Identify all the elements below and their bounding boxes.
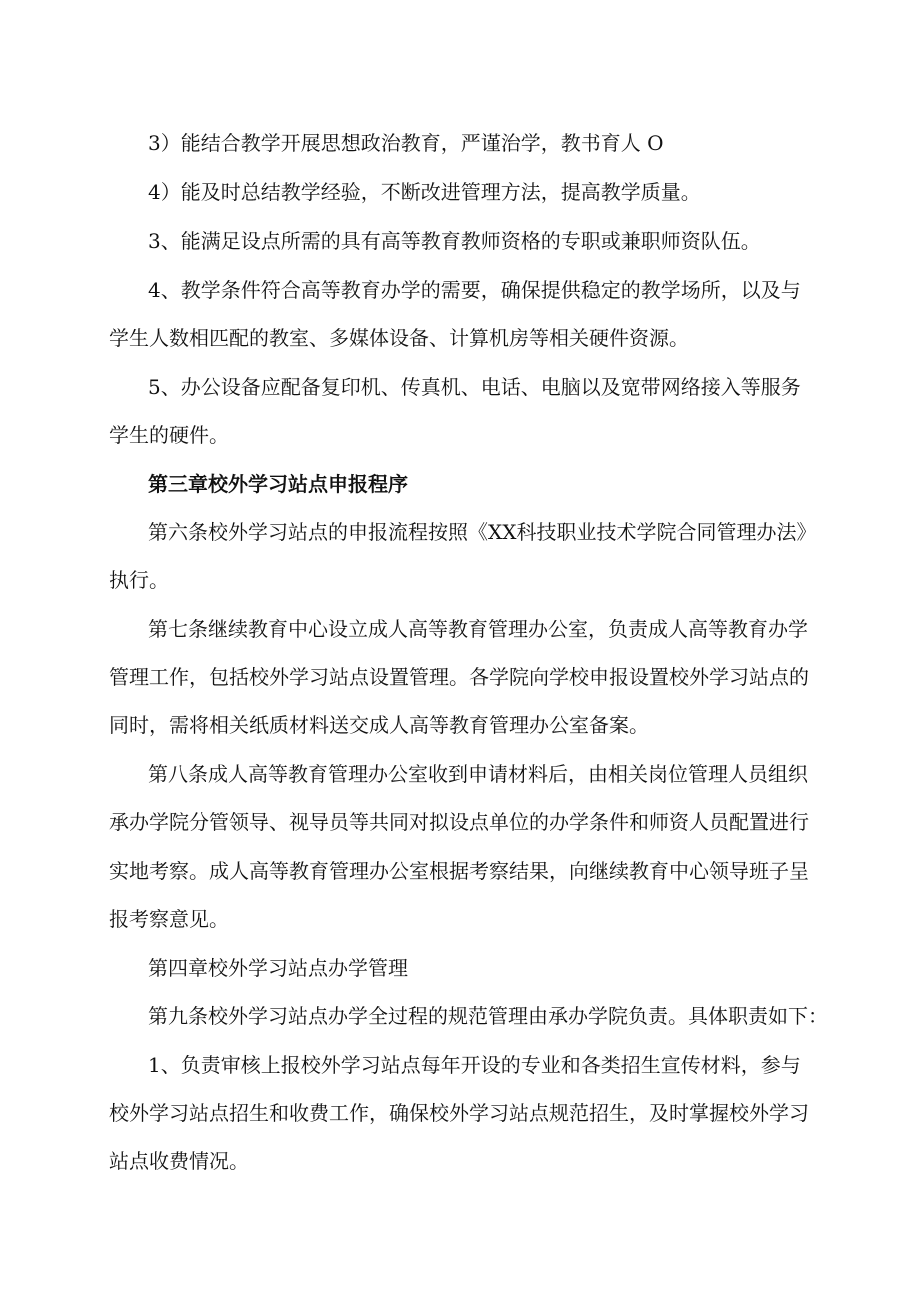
paragraph-line: 学生人数相匹配的教室、多媒体设备、计算机房等相关硬件资源。 bbox=[109, 326, 689, 350]
paragraph-line: 1、负责审核上报校外学习站点每年开设的专业和各类招生宣传材料，参与 bbox=[148, 1053, 801, 1077]
paragraph-line: 5、办公设备应配备复印机、传真机、电话、电脑以及宽带网络接入等服务 bbox=[148, 375, 801, 399]
paragraph-line: 3、能满足设点所需的具有高等教育教师资格的专职或兼职师资队伍。 bbox=[148, 229, 761, 253]
paragraph-line: 学生的硬件。 bbox=[109, 423, 229, 447]
paragraph-line: 校外学习站点招生和收费工作，确保校外学习站点规范招生，及时掌握校外学习 bbox=[109, 1101, 809, 1125]
paragraph-line: 第七条继续教育中心设立成人高等教育管理办公室，负责成人高等教育办学 bbox=[148, 617, 808, 641]
chapter-heading: 第四章校外学习站点办学管理 bbox=[148, 956, 408, 980]
paragraph-line: 报考察意见。 bbox=[109, 907, 229, 931]
paragraph-line: 第八条成人高等教育管理办公室收到申请材料后，由相关岗位管理人员组织 bbox=[148, 762, 808, 786]
paragraph-line: 管理工作，包括校外学习站点设置管理。各学院向学校申报设置校外学习站点的 bbox=[109, 665, 809, 689]
paragraph-line: 3）能结合教学开展思想政治教育，严谨治学，教书育人 O bbox=[148, 131, 664, 155]
paragraph-line: 第九条校外学习站点办学全过程的规范管理由承办学院负责。具体职责如下： bbox=[148, 1004, 828, 1028]
paragraph-line: 同时，需将相关纸质材料送交成人高等教育管理办公室备案。 bbox=[109, 713, 649, 737]
paragraph-line: 实地考察。成人高等教育管理办公室根据考察结果，向继续教育中心领导班子呈 bbox=[109, 859, 809, 883]
paragraph-line: 第六条校外学习站点的申报流程按照《XX科技职业技术学院合同管理办法》 bbox=[148, 520, 817, 544]
paragraph-line: 4）能及时总结教学经验，不断改进管理方法，提高教学质量。 bbox=[148, 180, 701, 204]
paragraph-line: 执行。 bbox=[109, 568, 169, 592]
chapter-heading: 第三章校外学习站点申报程序 bbox=[148, 472, 408, 496]
paragraph-line: 站点收费情况。 bbox=[109, 1149, 249, 1173]
paragraph-line: 4、教学条件符合高等教育办学的需要，确保提供稳定的教学场所，以及与 bbox=[148, 278, 801, 302]
paragraph-line: 承办学院分管领导、视导员等共同对拟设点单位的办学条件和师资人员配置进行 bbox=[109, 810, 809, 834]
